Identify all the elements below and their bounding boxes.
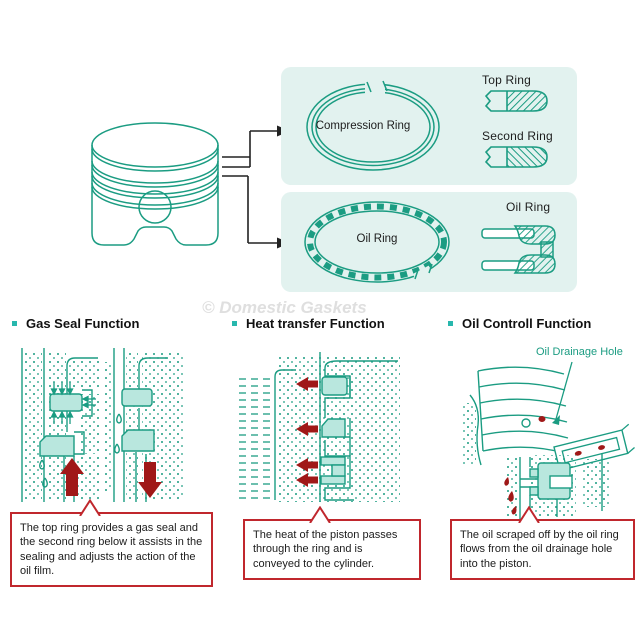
gas-seal-diagram bbox=[8, 344, 198, 506]
compression-ring-panel bbox=[281, 67, 577, 185]
second-ring-cross-section bbox=[481, 145, 551, 169]
callout-pointer-icon bbox=[77, 499, 105, 516]
oil-control-caption: The oil scraped off by the oil ring flows from the oil drainage hole into the piston. bbox=[460, 529, 619, 570]
heading-oil-control-label: Oil Controll Function bbox=[462, 316, 592, 331]
oil-control-diagram bbox=[450, 345, 638, 523]
heat-transfer-callout bbox=[243, 519, 421, 580]
piston-illustration bbox=[80, 115, 230, 263]
gas-seal-caption: The top ring provides a gas seal and the second ring below it assists in the sealing and adjusts the action of the oil film. bbox=[20, 522, 203, 577]
heading-gas-seal-label: Gas Seal Function bbox=[26, 316, 140, 331]
second-ring-label: Second Ring bbox=[482, 129, 553, 143]
gas-seal-callout bbox=[10, 512, 213, 587]
square-bullet-icon bbox=[232, 321, 237, 326]
oil-ring-cross-section bbox=[479, 218, 571, 282]
oil-ring-section-label: Oil Ring bbox=[506, 200, 551, 214]
heading-heat-transfer bbox=[232, 316, 385, 331]
heading-gas-seal bbox=[12, 316, 139, 331]
watermark: © Domestic Gaskets bbox=[202, 298, 367, 317]
oil-ring-label: Oil Ring bbox=[356, 233, 398, 245]
callout-pointer-icon bbox=[307, 506, 335, 523]
heading-heat-transfer-label: Heat transfer Function bbox=[246, 316, 385, 331]
square-bullet-icon bbox=[12, 321, 17, 326]
square-bullet-icon bbox=[448, 321, 453, 326]
oil-drainage-hole-label: Oil Drainage Hole bbox=[536, 346, 623, 358]
top-ring-label: Top Ring bbox=[482, 73, 531, 87]
compression-ring-label: Compression Ring bbox=[315, 120, 411, 132]
oil-control-callout bbox=[450, 519, 635, 580]
heat-transfer-caption: The heat of the piston passes through the ring and is conveyed to the cylinder. bbox=[253, 529, 398, 570]
oil-ring-panel bbox=[281, 192, 577, 292]
callout-pointer-icon bbox=[516, 506, 544, 523]
heading-oil-control bbox=[448, 316, 591, 331]
heat-transfer-diagram bbox=[238, 348, 403, 506]
top-ring-cross-section bbox=[481, 89, 551, 113]
